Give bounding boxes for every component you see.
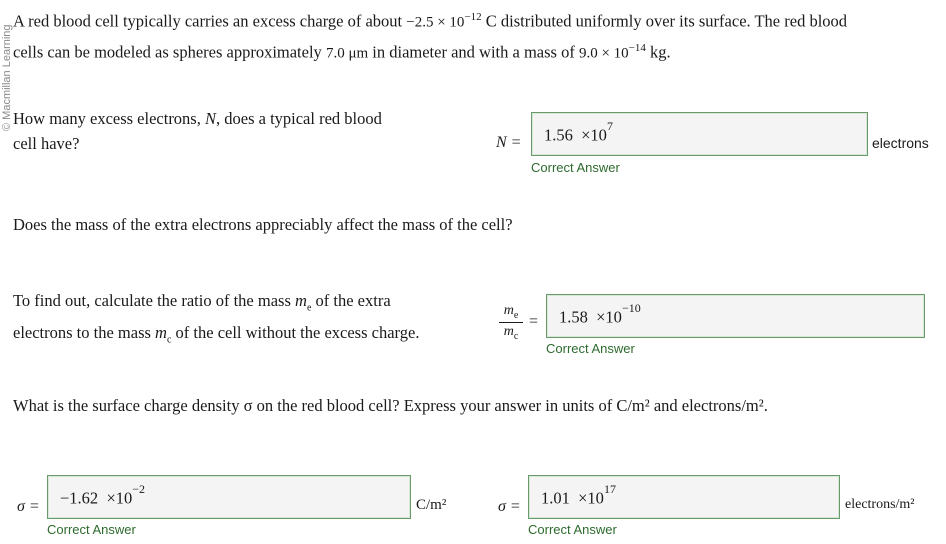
q4-feedback-c: Correct Answer [47,522,136,537]
q4-c-mantissa: −1.62 [60,488,99,508]
question-1-text [13,106,433,156]
q4-unit-c: C/m² [416,497,447,513]
mass-exponent: −14 [628,41,646,54]
q3-me-sub: e [306,302,312,314]
q1-unit: electrons [872,135,929,151]
q3-answer-field[interactable] [546,294,925,338]
intro-text-5: kg. [645,42,671,61]
q4-lhs-2: σ = [498,498,521,515]
q1-text-b: , does a typical red blood [216,109,382,128]
q1-text-c: cell have? [13,134,80,153]
question-4-text: What is the surface charge density σ on the red blood cell? Express your answer in units of C/m² and electrons/m². [13,396,768,415]
q3-exponent: −10 [621,301,641,315]
q3-mc-sub: c [166,334,172,346]
mass-ratio-fraction [499,303,523,342]
q3-mc: m [155,323,167,343]
mass-value: 9.0 × 10 [578,45,629,61]
q1-var: N [204,109,216,128]
q3-text-c: electrons to the mass [13,323,156,343]
fraction-bar [499,322,523,323]
copyright-side-label: © Macmillan Learning [1,24,13,131]
q4-answer-field-c[interactable] [47,475,411,519]
q4-feedback-electrons: Correct Answer [528,522,617,537]
q3-feedback: Correct Answer [546,341,635,356]
q3-times: ×10 [596,307,622,327]
q1-text-a: How many excess electrons, [13,109,205,128]
q3-me: m [295,291,307,310]
q1-feedback: Correct Answer [531,160,620,175]
ratio-denominator: $m_c$ [503,323,519,342]
ratio-numerator: $m_e$ [503,303,519,321]
q1-answer-value [544,119,613,146]
q1-lhs: N = [496,134,522,151]
q3-equals: = [529,313,539,330]
q4-unit-electrons: electrons/m² [845,497,915,512]
intro-text-4: in diameter and with a mass of [368,42,579,61]
intro-text-1: A red blood cell typically carries an excess charge of about [13,11,407,31]
q3-text-d: of the cell without the excess charge. [171,323,420,343]
q1-answer-field[interactable] [531,112,868,156]
q4-c-times: ×10 [106,488,133,508]
q3-text-a: To find out, calculate the ratio of the mass [13,291,296,310]
q1-times: ×10 [581,125,607,145]
q1-exponent: 7 [606,119,613,133]
q4-answer-e-value [541,482,616,509]
question-2-text: Does the mass of the extra electrons appreciably affect the mass of the cell? [13,215,513,234]
q3-text-b: of the extra [311,291,391,310]
q1-mantissa: 1.56 [544,125,573,145]
q4-e-exponent: 17 [603,482,616,496]
q3-answer-value [559,301,641,328]
q4-lhs-1: σ = [17,498,40,515]
q4-e-times: ×10 [578,488,604,508]
intro-text-2: C distributed uniformly over its surface. The red blood [481,11,848,31]
q4-e-mantissa: 1.01 [541,488,570,508]
q4-answer-field-electrons[interactable] [528,475,840,519]
q4-c-exponent: −2 [132,482,146,496]
q3-mantissa: 1.58 [559,307,588,327]
diameter-value: 7.0 μm [325,45,369,61]
q4-answer-c-value [60,482,146,509]
question-3-text [13,288,483,353]
intro-text-3: cells can be modeled as spheres approximately [13,42,326,61]
charge-exponent: −12 [464,11,482,23]
problem-intro [13,5,938,66]
charge-value: −2.5 × 10 [406,14,465,31]
